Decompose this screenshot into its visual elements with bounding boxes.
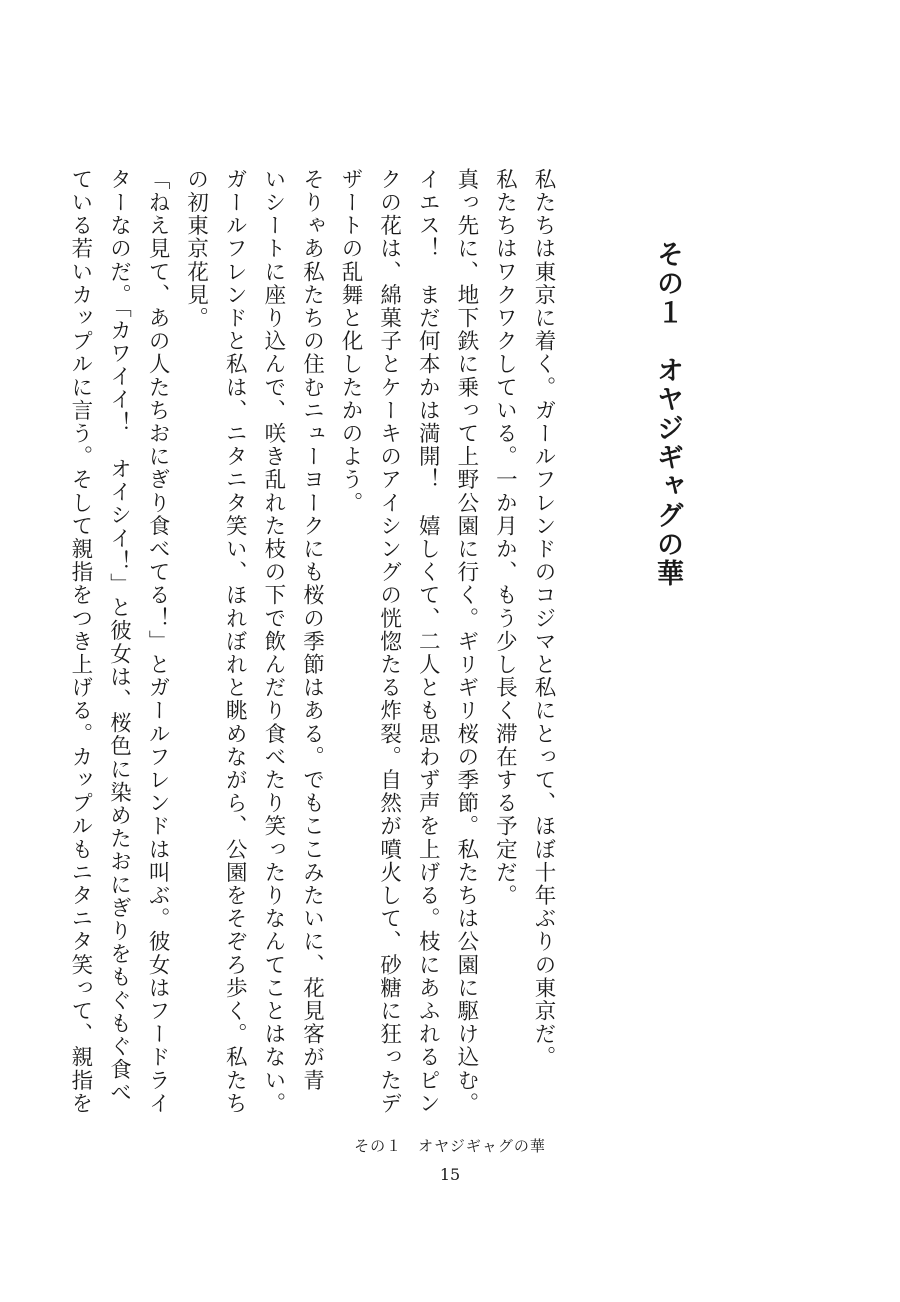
body-line: 私たちはワクワクしている。一か月か、もう少し長く滞在する予定だ。 <box>492 168 518 908</box>
body-line: ターなのだ。「カワイイ！ オイシイ！」と彼女は、桜色に染めたおにぎりをもぐもぐ食べ <box>106 168 132 1105</box>
body-line: ている若いカップルに言う。そして親指をつき上げる。カップルもニタニタ笑って、親指を <box>67 168 93 1116</box>
body-line: 私たちは東京に着く。ガールフレンドのコジマと私にとって、ほぼ十年ぶりの東京だ。 <box>531 168 556 1069</box>
body-line: 真っ先に、地下鉄に乗って上野公園に行く。ギリギリ桜の季節。私たちは公園に駆け込む。 <box>453 168 479 1116</box>
body-line: ザートの乱舞と化したかのよう。 <box>338 168 364 515</box>
body-line: そりゃあ私たちの住むニューヨークにも桜の季節はある。でもここみたいに、花見客が青 <box>299 168 325 1092</box>
body-line: イエス！ まだ何本かは満開！ 嬉しくて、二人とも思わず声を上げる。枝にあふれるピン <box>415 168 441 1116</box>
body-text <box>67 168 562 1116</box>
page-number: 15 <box>439 1165 461 1184</box>
body-line: 「ねえ見て、あの人たちおにぎり食べてる！」とガールフレンドは叫ぶ。彼女はフードライ <box>145 168 171 1116</box>
body-line: ガールフレンドと私は、ニタニタ笑い、ほれぼれと眺めながら、公園をそぞろ歩く。私たち <box>222 168 248 1116</box>
body-line: の初東京花見。 <box>183 168 209 330</box>
chapter-title: その１ オヤジギャグの華 <box>652 240 683 588</box>
running-title: その１ オヤジギャグの華 <box>354 1137 546 1155</box>
body-line: いシートに座り込んで、咲き乱れた枝の下で飲んだり食べたり笑ったりなんてことはない。 <box>260 168 286 1116</box>
body-line: クの花は、綿菓子とケーキのアイシングの恍惚たる炸裂。自然が噴火して、砂糖に狂ったデ <box>376 168 402 1116</box>
